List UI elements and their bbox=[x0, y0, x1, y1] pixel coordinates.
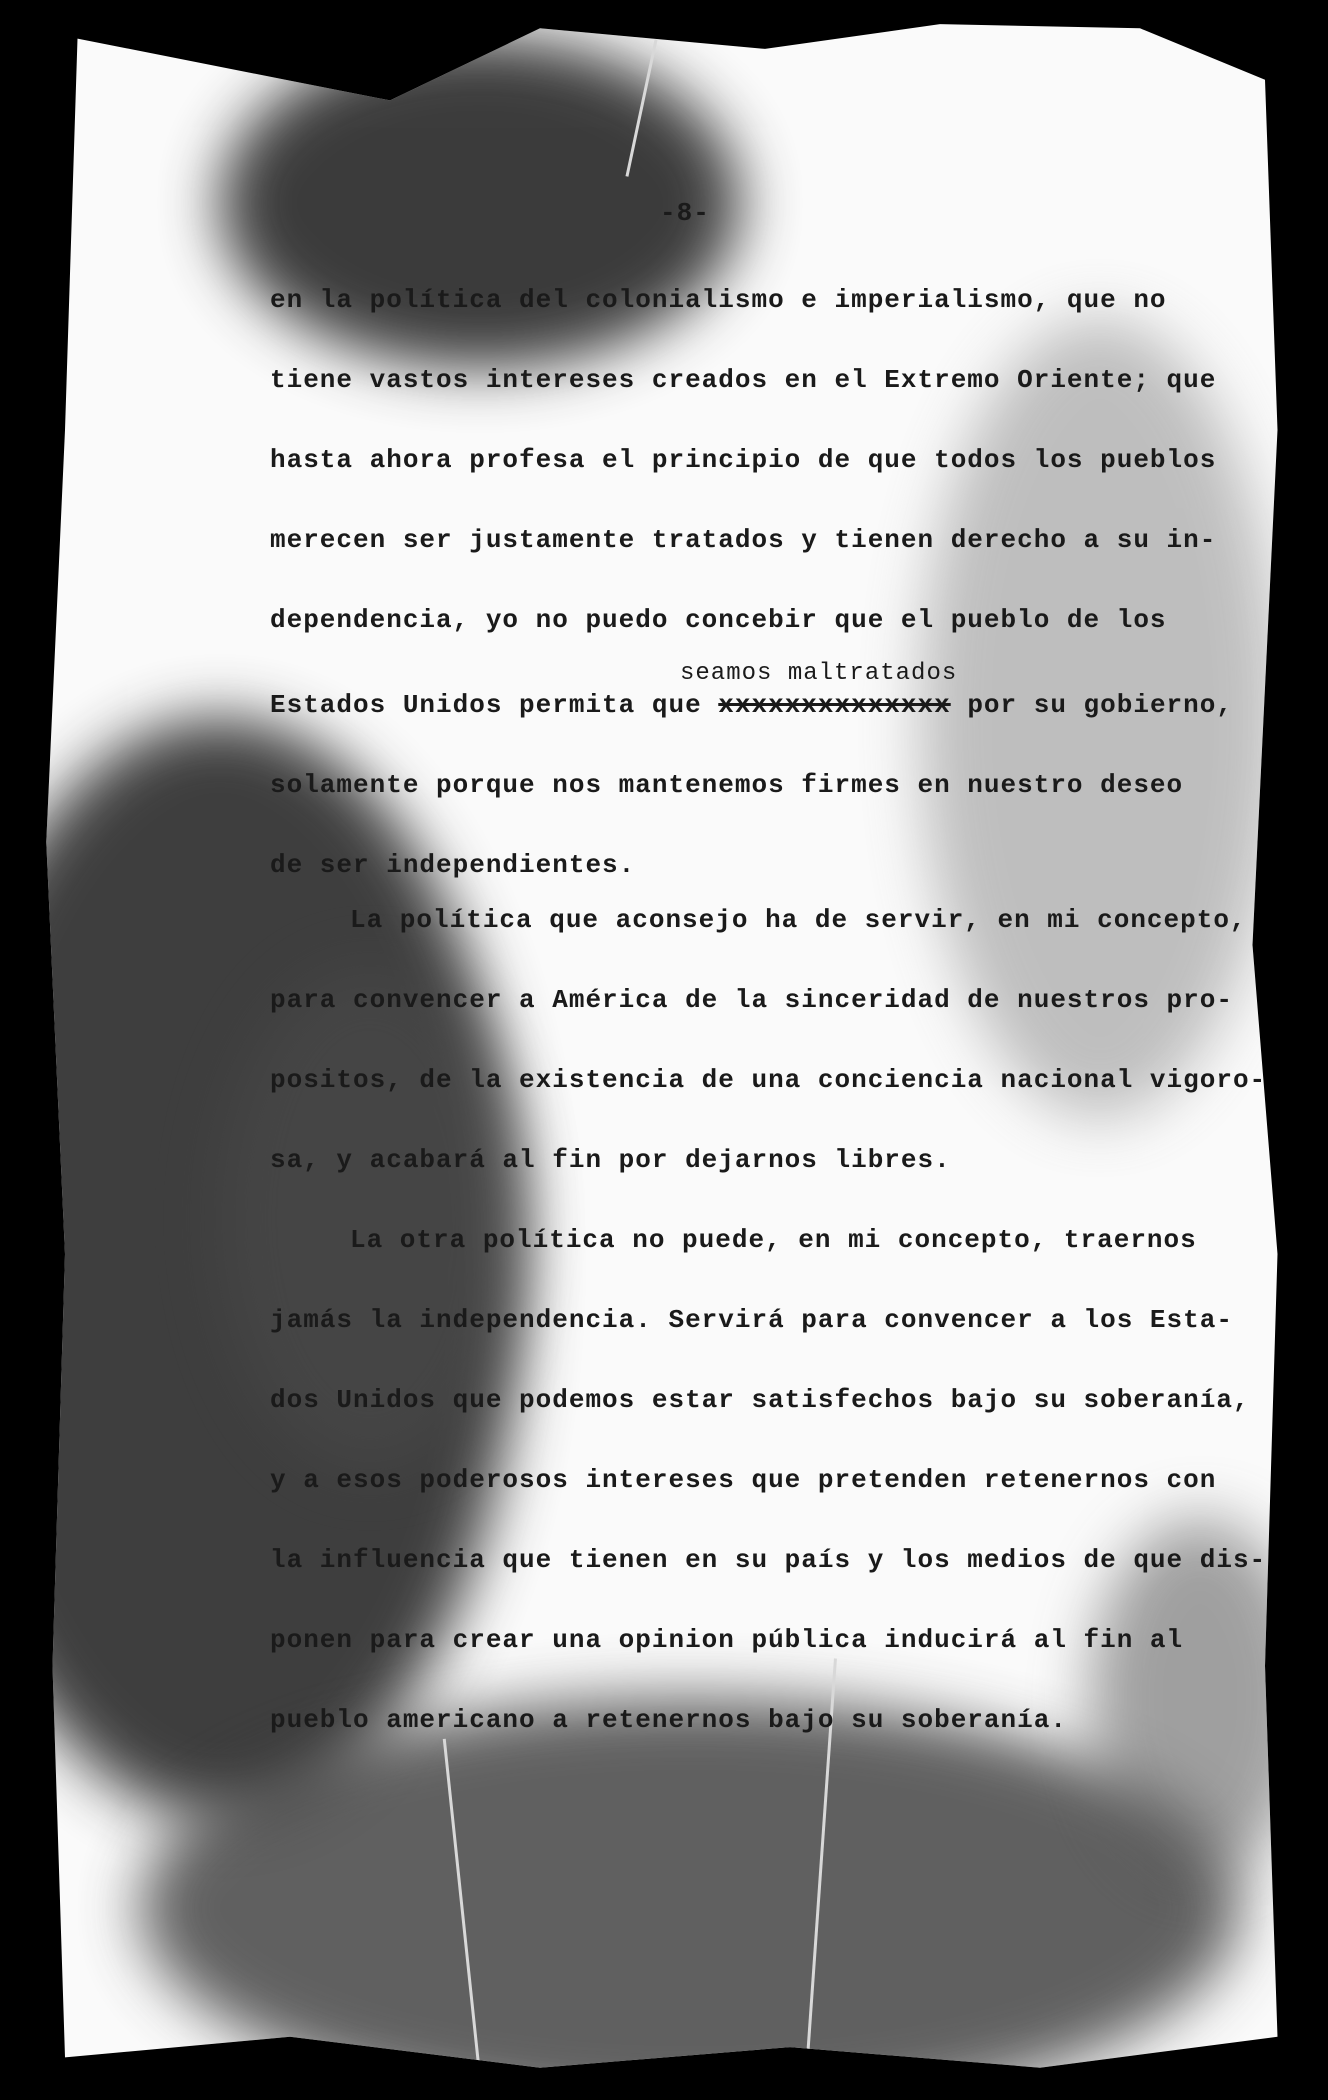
paragraph-start: La política que aconsejo ha de servir, en mi concepto, bbox=[350, 905, 1247, 935]
interlinear-insert: seamos maltratados bbox=[680, 660, 958, 687]
text-line: hasta ahora profesa el principio de que todos los pueblos bbox=[270, 445, 1217, 475]
text-line-with-correction bbox=[270, 690, 1233, 720]
text-line: pueblo americano a retenernos bajo su soberanía. bbox=[270, 1705, 1067, 1735]
text-line: merecen ser justamente tratados y tienen derecho a su in- bbox=[270, 525, 1217, 555]
text-line: tiene vastos intereses creados en el Extremo Oriente; que bbox=[270, 365, 1217, 395]
text-line: de ser independientes. bbox=[270, 850, 636, 880]
text-line: dependencia, yo no puedo concebir que el pueblo de los bbox=[270, 605, 1167, 635]
paragraph-start: La otra política no puede, en mi concepto, traernos bbox=[350, 1225, 1197, 1255]
text-line: para convencer a América de la sinceridad de nuestros pro- bbox=[270, 985, 1233, 1015]
text-segment: Estados Unidos permita que bbox=[270, 690, 702, 720]
text-line: en la política del colonialismo e imperialismo, que no bbox=[270, 285, 1167, 315]
text-line: positos, de la existencia de una conciencia nacional vigoro- bbox=[270, 1065, 1267, 1095]
text-line: sa, y acabará al fin por dejarnos libres. bbox=[270, 1145, 951, 1175]
text-line: jamás la independencia. Servirá para convencer a los Esta- bbox=[270, 1305, 1233, 1335]
text-segment: por su gobierno, bbox=[967, 690, 1233, 720]
text-line: y a esos poderosos intereses que pretenden retenernos con bbox=[270, 1465, 1217, 1495]
text-line: ponen para crear una opinion pública inducirá al fin al bbox=[270, 1625, 1184, 1655]
text-line: solamente porque nos mantenemos firmes en nuestro deseo bbox=[270, 770, 1184, 800]
text-line: la influencia que tienen en su país y los medios de que dis- bbox=[270, 1545, 1267, 1575]
struck-text: xxxxxxxxxxxxxx bbox=[718, 690, 951, 720]
page-number: -8- bbox=[660, 198, 710, 228]
text-line: dos Unidos que podemos estar satisfechos bajo su soberanía, bbox=[270, 1385, 1250, 1415]
